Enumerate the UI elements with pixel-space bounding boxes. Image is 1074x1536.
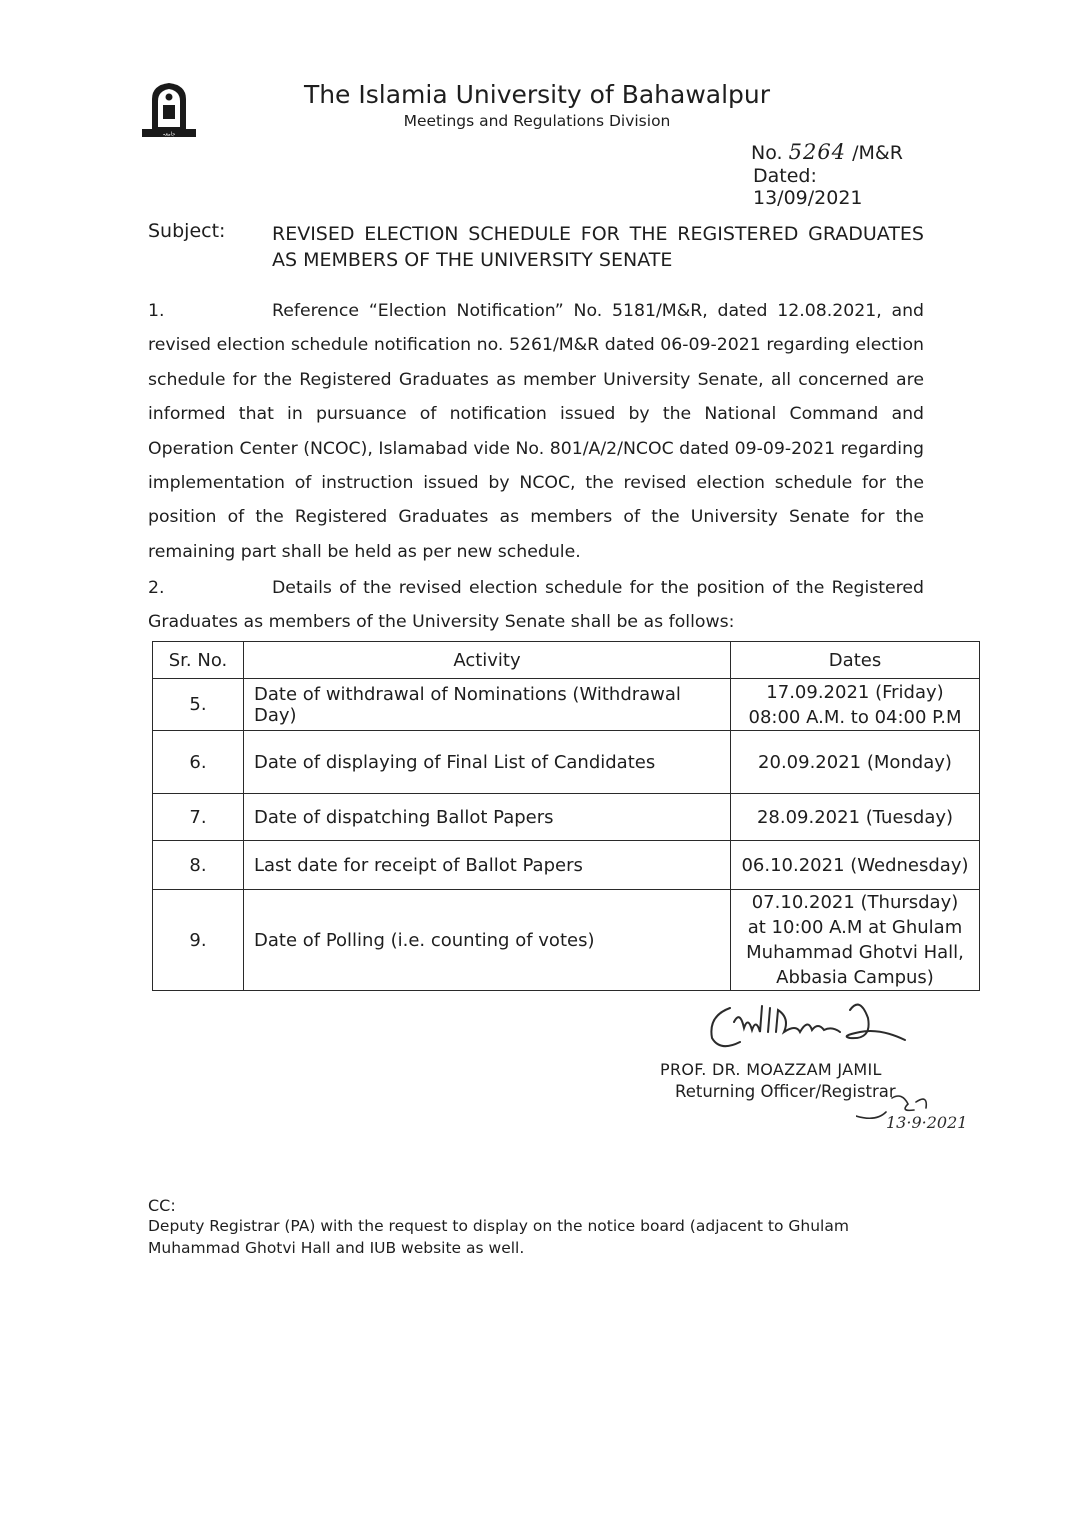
table-row — [153, 890, 980, 991]
row-activity: Date of Polling (i.e. counting of votes) — [244, 890, 731, 991]
row-sr: 6. — [153, 731, 244, 794]
row-dates: 20.09.2021 (Monday) — [731, 731, 980, 794]
table-row — [153, 731, 980, 794]
row-sr: 7. — [153, 794, 244, 841]
table-row — [153, 679, 980, 731]
row-dates: 17.09.2021 (Friday) 08:00 A.M. to 04:00 P.M — [731, 679, 980, 731]
reference-number: No. 5264 /M&R — [751, 140, 903, 164]
header-sr-no: Sr. No. — [153, 642, 244, 679]
row-activity: Date of withdrawal of Nominations (Withdrawal Day) — [244, 679, 731, 731]
cc-text: Deputy Registrar (PA) with the request to display on the notice board (adjacent to Ghulam Muhammad Ghotvi Hall and IUB website as well. — [148, 1217, 849, 1257]
row-sr: 5. — [153, 679, 244, 731]
table-row — [153, 841, 980, 890]
paragraph-1 — [148, 294, 924, 569]
header-dates: Dates — [731, 642, 980, 679]
row-sr: 8. — [153, 841, 244, 890]
paragraph-2 — [148, 571, 924, 640]
row-sr: 9. — [153, 890, 244, 991]
signatory-role: Returning Officer/Registrar — [675, 1082, 896, 1101]
paragraph-text: Reference “Election Notification” No. 5181/M&R, dated 12.08.2021, and revised election schedule notification no. 5261/M&R dated 06-09-2021 regarding election schedule for the Registered Graduates as member University Senate, all concerned are informed that in pursuance of notification issued by the National Command and Operation Center (NCOC), Islamabad vide No. 801/A/2/NCOC dated 09-09-2021 regarding implementation of instruction issued by NCOC, the revised election schedule for the position of the Registered Graduates as members of the University Senate for the remaining part shall be held as per new schedule. — [148, 301, 924, 562]
cc-label: CC: — [148, 1196, 176, 1215]
header-activity: Activity — [244, 642, 731, 679]
division-name: Meetings and Regulations Division — [403, 112, 671, 130]
paragraph-number: 1. — [148, 301, 165, 321]
paragraph-number: 2. — [148, 578, 165, 598]
paragraph-text: Details of the revised election schedule for the position of the Registered Graduates as members of the University Senate shall be as follows: — [148, 578, 924, 633]
table-header-row — [153, 642, 980, 679]
row-activity: Date of displaying of Final List of Candidates — [244, 731, 731, 794]
row-dates: 28.09.2021 (Tuesday) — [731, 794, 980, 841]
subject-text: REVISED ELECTION SCHEDULE FOR THE REGISTERED GRADUATES AS MEMBERS OF THE UNIVERSITY SENATE — [272, 223, 924, 271]
handwritten-date — [856, 1088, 986, 1132]
row-activity: Last date for receipt of Ballot Papers — [244, 841, 731, 890]
subject-label: Subject: — [148, 220, 226, 242]
university-title: The Islamia University of Bahawalpur — [303, 80, 771, 109]
row-dates: 06.10.2021 (Wednesday) — [731, 841, 980, 890]
signature-mark — [700, 988, 930, 1060]
logo-script: جامعہ — [162, 131, 176, 138]
dated-line: Dated: 13/09/2021 — [753, 165, 863, 209]
election-schedule-table — [152, 641, 980, 991]
table-row — [153, 794, 980, 841]
row-activity: Date of dispatching Ballot Papers — [244, 794, 731, 841]
row-dates: 07.10.2021 (Thursday) at 10:00 A.M at Ghulam Muhammad Ghotvi Hall, Abbasia Campus) — [731, 890, 980, 991]
signatory-name: PROF. DR. MOAZZAM JAMIL — [660, 1060, 882, 1079]
svg-text:13·9·2021: 13·9·2021 — [886, 1113, 968, 1132]
handwritten-ref-number: 5264 — [788, 140, 847, 164]
